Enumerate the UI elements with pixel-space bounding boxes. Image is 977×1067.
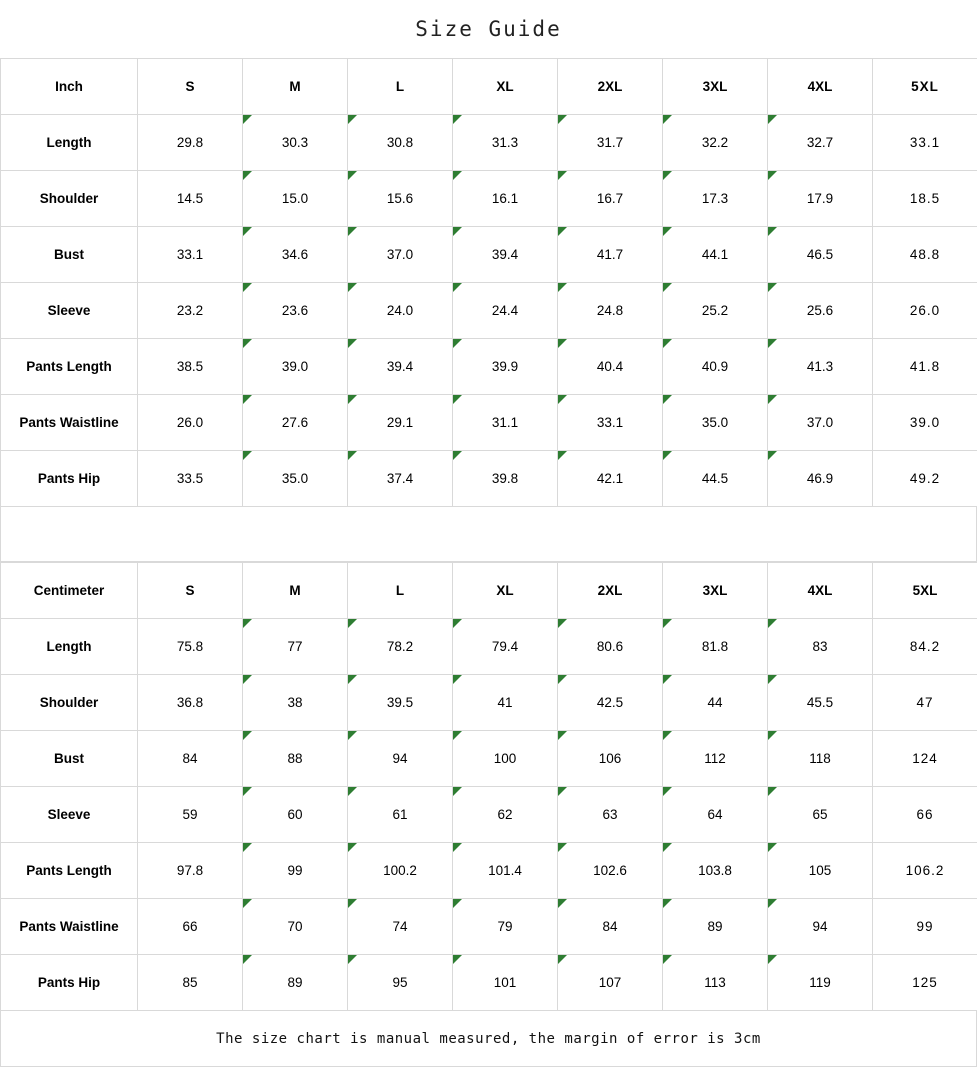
cell-length-3xl: 32.2 xyxy=(663,115,768,171)
table-row xyxy=(1,283,977,339)
cell-bust-3xl: 44.1 xyxy=(663,227,768,283)
column-header-m: M xyxy=(243,563,348,619)
cell-pants-waistline-3xl: 35.0 xyxy=(663,395,768,451)
table-row xyxy=(1,227,977,283)
cell-shoulder-4xl: 17.9 xyxy=(768,171,873,227)
cell-shoulder-s: 36.8 xyxy=(138,675,243,731)
cell-pants-length-2xl: 102.6 xyxy=(558,843,663,899)
row-label-pants-waistline: Pants Waistline xyxy=(1,395,138,451)
cell-pants-waistline-xl: 79 xyxy=(453,899,558,955)
cell-length-l: 30.8 xyxy=(348,115,453,171)
centimeter-table-wrapper xyxy=(0,562,977,1011)
cell-pants-length-4xl: 105 xyxy=(768,843,873,899)
cell-pants-hip-m: 35.0 xyxy=(243,451,348,507)
cell-shoulder-3xl: 17.3 xyxy=(663,171,768,227)
cell-sleeve-5xl: 26.0 xyxy=(873,283,977,339)
column-header-xl: XL xyxy=(453,59,558,115)
cell-pants-waistline-2xl: 33.1 xyxy=(558,395,663,451)
cell-length-4xl: 32.7 xyxy=(768,115,873,171)
cell-bust-4xl: 46.5 xyxy=(768,227,873,283)
cell-shoulder-l: 39.5 xyxy=(348,675,453,731)
table-header-row xyxy=(1,59,977,115)
cell-pants-length-5xl: 41.8 xyxy=(873,339,977,395)
column-header-4xl: 4XL xyxy=(768,563,873,619)
cell-pants-hip-2xl: 107 xyxy=(558,955,663,1011)
column-header-s: S xyxy=(138,563,243,619)
cell-bust-2xl: 41.7 xyxy=(558,227,663,283)
cell-bust-l: 37.0 xyxy=(348,227,453,283)
cell-pants-length-m: 39.0 xyxy=(243,339,348,395)
cell-sleeve-xl: 24.4 xyxy=(453,283,558,339)
table-row xyxy=(1,955,977,1011)
cell-pants-hip-3xl: 44.5 xyxy=(663,451,768,507)
cell-shoulder-m: 15.0 xyxy=(243,171,348,227)
table-row xyxy=(1,171,977,227)
table-row xyxy=(1,731,977,787)
table-row xyxy=(1,843,977,899)
cell-bust-5xl: 124 xyxy=(873,731,977,787)
inch-table-wrapper xyxy=(0,58,977,507)
cell-sleeve-xl: 62 xyxy=(453,787,558,843)
cell-pants-length-3xl: 103.8 xyxy=(663,843,768,899)
column-header-3xl: 3XL xyxy=(663,59,768,115)
cell-shoulder-2xl: 16.7 xyxy=(558,171,663,227)
unit-label-inch: Inch xyxy=(1,59,138,115)
cell-pants-hip-m: 89 xyxy=(243,955,348,1011)
cell-pants-length-xl: 101.4 xyxy=(453,843,558,899)
cell-pants-hip-5xl: 49.2 xyxy=(873,451,977,507)
cell-pants-waistline-5xl: 39.0 xyxy=(873,395,977,451)
cell-pants-length-xl: 39.9 xyxy=(453,339,558,395)
cell-pants-waistline-xl: 31.1 xyxy=(453,395,558,451)
cell-shoulder-l: 15.6 xyxy=(348,171,453,227)
cell-shoulder-3xl: 44 xyxy=(663,675,768,731)
cell-shoulder-5xl: 18.5 xyxy=(873,171,977,227)
cell-pants-hip-2xl: 42.1 xyxy=(558,451,663,507)
cell-pants-length-l: 100.2 xyxy=(348,843,453,899)
column-header-5xl: 5XL xyxy=(873,59,977,115)
cell-pants-length-3xl: 40.9 xyxy=(663,339,768,395)
cell-length-m: 30.3 xyxy=(243,115,348,171)
table-row xyxy=(1,675,977,731)
cell-bust-l: 94 xyxy=(348,731,453,787)
cell-bust-3xl: 112 xyxy=(663,731,768,787)
cell-sleeve-4xl: 65 xyxy=(768,787,873,843)
cell-length-2xl: 80.6 xyxy=(558,619,663,675)
table-row xyxy=(1,451,977,507)
cell-pants-length-s: 97.8 xyxy=(138,843,243,899)
column-header-l: L xyxy=(348,563,453,619)
cell-sleeve-2xl: 24.8 xyxy=(558,283,663,339)
column-header-3xl: 3XL xyxy=(663,563,768,619)
row-label-shoulder: Shoulder xyxy=(1,675,138,731)
cell-length-2xl: 31.7 xyxy=(558,115,663,171)
cell-bust-4xl: 118 xyxy=(768,731,873,787)
cell-bust-5xl: 48.8 xyxy=(873,227,977,283)
cell-pants-waistline-m: 70 xyxy=(243,899,348,955)
row-label-sleeve: Sleeve xyxy=(1,283,138,339)
column-header-m: M xyxy=(243,59,348,115)
column-header-l: L xyxy=(348,59,453,115)
cell-shoulder-s: 14.5 xyxy=(138,171,243,227)
cell-shoulder-xl: 16.1 xyxy=(453,171,558,227)
column-header-2xl: 2XL xyxy=(558,59,663,115)
table-row xyxy=(1,339,977,395)
cell-bust-2xl: 106 xyxy=(558,731,663,787)
row-label-length: Length xyxy=(1,619,138,675)
column-header-2xl: 2XL xyxy=(558,563,663,619)
cell-pants-waistline-3xl: 89 xyxy=(663,899,768,955)
cell-length-5xl: 84.2 xyxy=(873,619,977,675)
table-row xyxy=(1,787,977,843)
cell-length-3xl: 81.8 xyxy=(663,619,768,675)
cell-pants-length-5xl: 106.2 xyxy=(873,843,977,899)
cell-length-4xl: 83 xyxy=(768,619,873,675)
cell-pants-waistline-4xl: 37.0 xyxy=(768,395,873,451)
cell-sleeve-3xl: 25.2 xyxy=(663,283,768,339)
cell-length-l: 78.2 xyxy=(348,619,453,675)
row-label-pants-hip: Pants Hip xyxy=(1,451,138,507)
cell-pants-waistline-s: 66 xyxy=(138,899,243,955)
cell-length-5xl: 33.1 xyxy=(873,115,977,171)
table-row xyxy=(1,115,977,171)
row-label-pants-length: Pants Length xyxy=(1,339,138,395)
row-label-sleeve: Sleeve xyxy=(1,787,138,843)
unit-label-centimeter: Centimeter xyxy=(1,563,138,619)
cell-sleeve-s: 23.2 xyxy=(138,283,243,339)
cell-bust-s: 84 xyxy=(138,731,243,787)
page-title: Size Guide xyxy=(415,17,562,41)
cell-pants-hip-4xl: 46.9 xyxy=(768,451,873,507)
row-label-bust: Bust xyxy=(1,227,138,283)
cell-sleeve-s: 59 xyxy=(138,787,243,843)
cell-bust-m: 88 xyxy=(243,731,348,787)
cell-bust-xl: 100 xyxy=(453,731,558,787)
cell-pants-length-4xl: 41.3 xyxy=(768,339,873,395)
cell-pants-length-m: 99 xyxy=(243,843,348,899)
row-label-pants-waistline: Pants Waistline xyxy=(1,899,138,955)
cell-sleeve-m: 23.6 xyxy=(243,283,348,339)
cell-pants-waistline-2xl: 84 xyxy=(558,899,663,955)
cell-pants-length-2xl: 40.4 xyxy=(558,339,663,395)
column-header-4xl: 4XL xyxy=(768,59,873,115)
cell-pants-waistline-m: 27.6 xyxy=(243,395,348,451)
cell-sleeve-m: 60 xyxy=(243,787,348,843)
cell-shoulder-m: 38 xyxy=(243,675,348,731)
cell-length-s: 75.8 xyxy=(138,619,243,675)
cell-pants-hip-l: 95 xyxy=(348,955,453,1011)
column-header-s: S xyxy=(138,59,243,115)
cell-bust-m: 34.6 xyxy=(243,227,348,283)
cell-pants-hip-l: 37.4 xyxy=(348,451,453,507)
table-row xyxy=(1,899,977,955)
cell-sleeve-l: 61 xyxy=(348,787,453,843)
table-header-row xyxy=(1,563,977,619)
cell-bust-s: 33.1 xyxy=(138,227,243,283)
cell-pants-hip-3xl: 113 xyxy=(663,955,768,1011)
cell-sleeve-2xl: 63 xyxy=(558,787,663,843)
cell-pants-length-s: 38.5 xyxy=(138,339,243,395)
cell-pants-waistline-5xl: 99 xyxy=(873,899,977,955)
cell-sleeve-l: 24.0 xyxy=(348,283,453,339)
cell-length-xl: 31.3 xyxy=(453,115,558,171)
row-label-shoulder: Shoulder xyxy=(1,171,138,227)
row-label-bust: Bust xyxy=(1,731,138,787)
cell-pants-waistline-l: 74 xyxy=(348,899,453,955)
cell-shoulder-4xl: 45.5 xyxy=(768,675,873,731)
measurement-disclaimer: The size chart is manual measured, the margin of error is 3cm xyxy=(0,1011,977,1067)
cell-pants-hip-4xl: 119 xyxy=(768,955,873,1011)
cell-sleeve-3xl: 64 xyxy=(663,787,768,843)
cell-shoulder-xl: 41 xyxy=(453,675,558,731)
cell-pants-waistline-s: 26.0 xyxy=(138,395,243,451)
cell-pants-hip-xl: 101 xyxy=(453,955,558,1011)
row-label-pants-length: Pants Length xyxy=(1,843,138,899)
cell-shoulder-5xl: 47 xyxy=(873,675,977,731)
table-separator xyxy=(0,507,977,562)
cell-pants-waistline-l: 29.1 xyxy=(348,395,453,451)
column-header-xl: XL xyxy=(453,563,558,619)
cell-length-s: 29.8 xyxy=(138,115,243,171)
table-row xyxy=(1,395,977,451)
cell-pants-hip-5xl: 125 xyxy=(873,955,977,1011)
size-table-centimeter xyxy=(0,562,977,1011)
cell-pants-length-l: 39.4 xyxy=(348,339,453,395)
cell-sleeve-5xl: 66 xyxy=(873,787,977,843)
size-table-inch xyxy=(0,58,977,507)
cell-shoulder-2xl: 42.5 xyxy=(558,675,663,731)
row-label-pants-hip: Pants Hip xyxy=(1,955,138,1011)
cell-length-xl: 79.4 xyxy=(453,619,558,675)
table-row xyxy=(1,619,977,675)
cell-pants-hip-s: 85 xyxy=(138,955,243,1011)
cell-pants-hip-s: 33.5 xyxy=(138,451,243,507)
row-label-length: Length xyxy=(1,115,138,171)
cell-pants-waistline-4xl: 94 xyxy=(768,899,873,955)
cell-bust-xl: 39.4 xyxy=(453,227,558,283)
cell-sleeve-4xl: 25.6 xyxy=(768,283,873,339)
cell-pants-hip-xl: 39.8 xyxy=(453,451,558,507)
cell-length-m: 77 xyxy=(243,619,348,675)
column-header-5xl: 5XL xyxy=(873,563,977,619)
